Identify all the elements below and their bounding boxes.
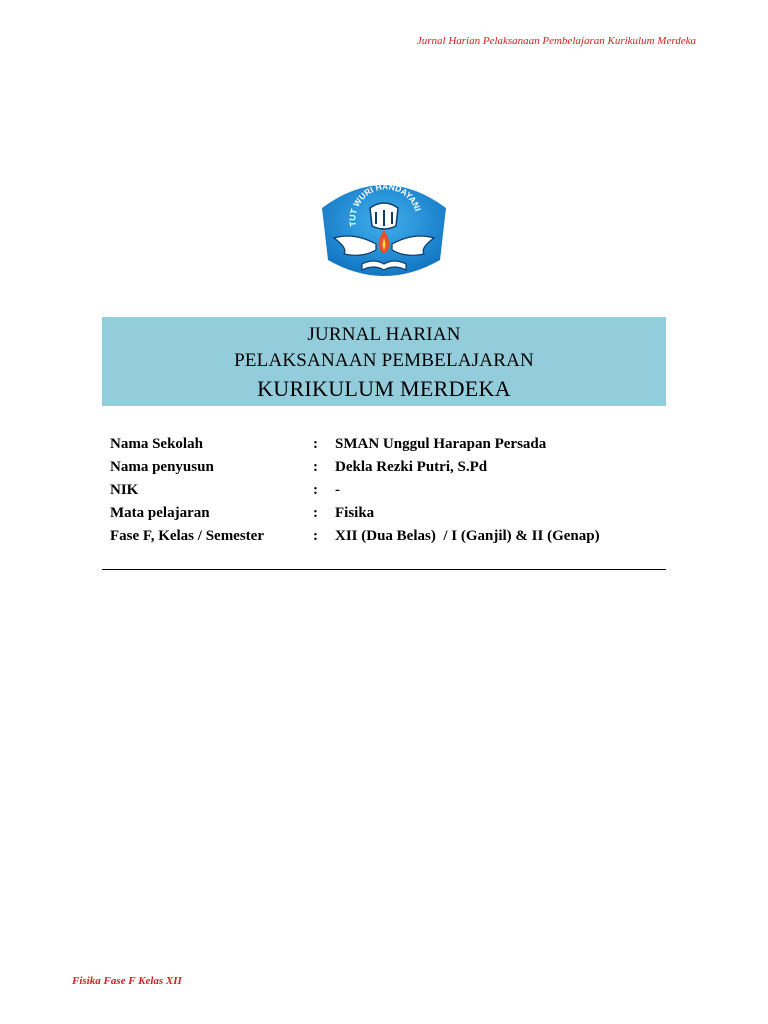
tut-wuri-handayani-logo [314,168,454,286]
info-separator: : [313,528,318,544]
info-separator: : [313,436,318,452]
title-banner [102,317,666,406]
logo-motto: TUT WURI HANDAYANI [347,181,424,227]
info-separator: : [313,505,318,521]
info-label: NIK [110,482,139,498]
info-row-subject [110,502,670,525]
emblem-icon [314,168,454,286]
info-label: Nama Sekolah [110,436,203,452]
info-label: Mata pelajaran [110,505,210,521]
info-value: SMAN Unggul Harapan Persada [335,436,547,452]
identity-table [110,433,670,548]
info-row-phase [110,525,670,548]
title-line-3: KURIKULUM MERDEKA [257,376,511,401]
info-label: Nama penyusun [110,459,214,475]
info-value: Dekla Rezki Putri, S.Pd [335,459,488,475]
info-separator: : [313,482,318,498]
title-line-2: PELAKSANAAN PEMBELAJARAN [234,350,534,371]
info-value: XII (Dua Belas) / I (Ganjil) & II (Genap) [335,528,600,544]
info-value: Fisika [335,505,375,521]
running-footer: Fisika Fase F Kelas XII [72,975,182,987]
title-line-1: JURNAL HARIAN [307,324,461,345]
info-row-author [110,456,670,479]
info-value: - [335,482,340,498]
info-row-nik [110,479,670,502]
info-label: Fase F, Kelas / Semester [110,528,264,544]
horizontal-divider [102,569,666,570]
info-row-school [110,433,670,456]
running-header: Jurnal Harian Pelaksanaan Pembelajaran Kurikulum Merdeka [416,35,696,47]
info-separator: : [313,459,318,475]
